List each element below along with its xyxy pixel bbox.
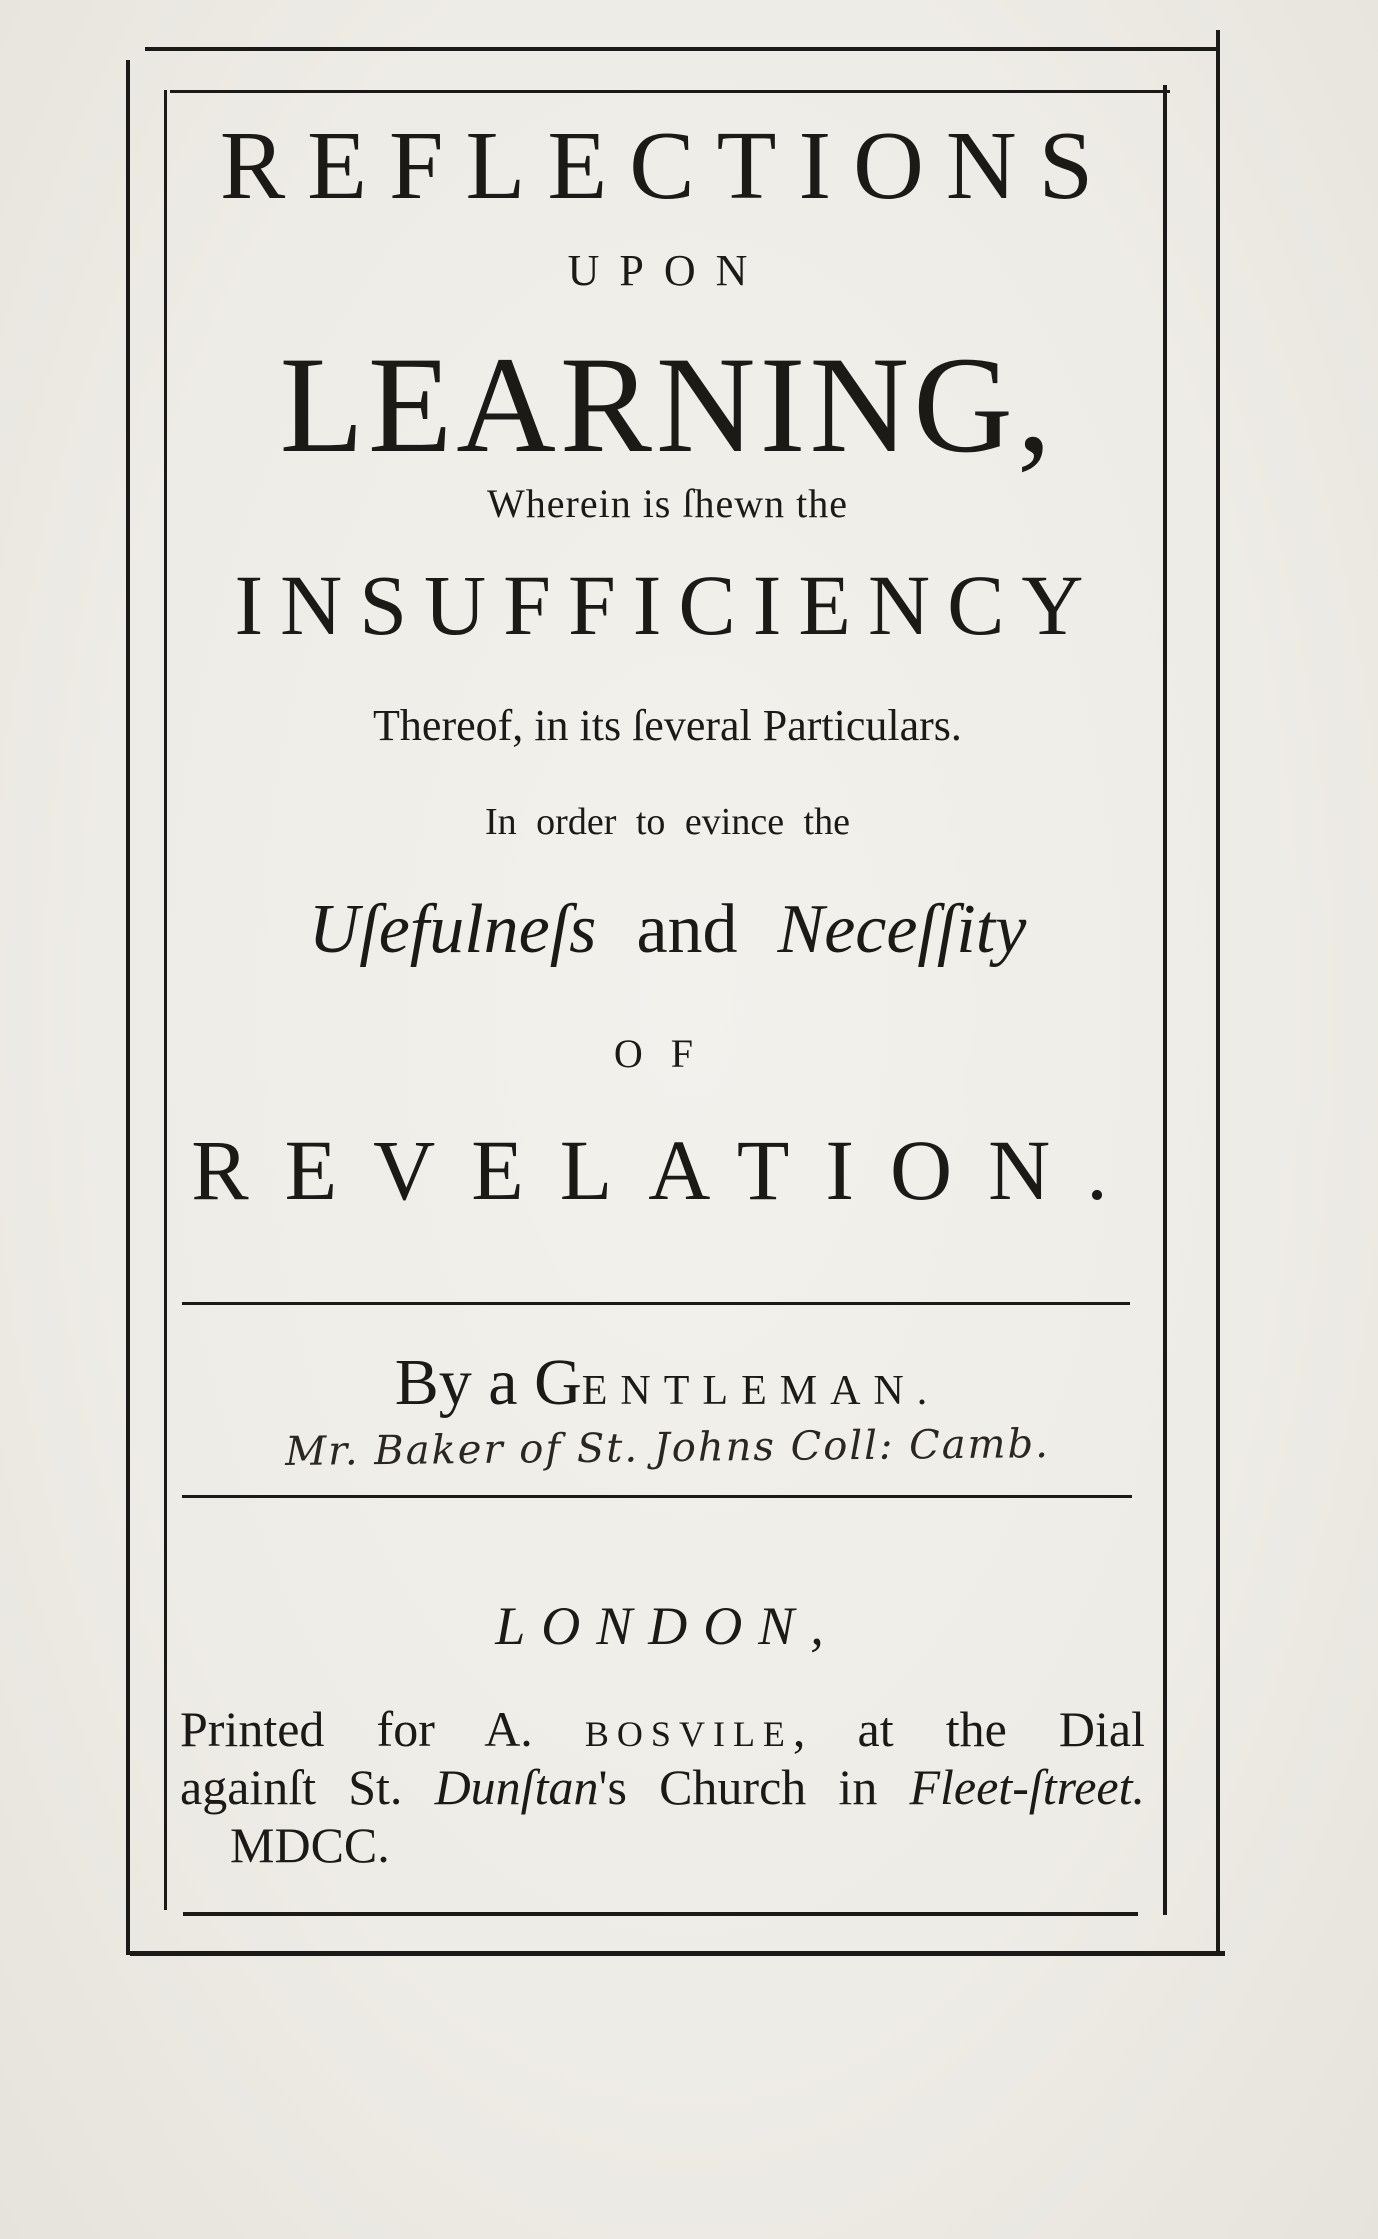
- inner-frame-left-rule: [164, 90, 167, 1910]
- word-necessity: Neceſſity: [777, 891, 1027, 968]
- subtitle-wherein: Wherein is ſhewn the: [487, 481, 848, 526]
- title-reflections: REFLECTIONS: [219, 112, 1116, 220]
- subtitle-thereof: Thereof, in its ſeveral Particulars.: [373, 701, 962, 750]
- subtitle-usefulness-necessity: [170, 890, 1165, 970]
- imprint-printed-at: , at the Dial: [792, 1701, 1145, 1757]
- author-initial: G: [534, 1346, 582, 1419]
- outer-frame-top-rule: [145, 47, 1220, 51]
- author-by: By a: [394, 1346, 518, 1419]
- author-line: [170, 1345, 1165, 1421]
- title-revelation: REVELATION.: [191, 1122, 1144, 1218]
- title-of: OF: [613, 1031, 722, 1076]
- subtitle-in-order: In order to evince the: [485, 801, 850, 843]
- inner-frame-bottom-rule: [183, 1912, 1138, 1916]
- imprint-printed-for: Printed for A.: [180, 1701, 533, 1757]
- imprint-church-rest: 's Church in: [598, 1759, 878, 1815]
- title-learning: LEARNING,: [279, 328, 1056, 481]
- word-usefulness: Uſefulneſs: [308, 891, 597, 968]
- inner-frame-top-rule: [170, 90, 1170, 93]
- author-name: ENTLEMAN.: [581, 1368, 941, 1414]
- title-upon: UPON: [567, 246, 768, 295]
- word-and: and: [636, 891, 738, 968]
- author-separator-bottom: [182, 1495, 1132, 1498]
- title-insufficiency: INSUFFICIENCY: [234, 557, 1101, 653]
- author-separator-top: [182, 1302, 1130, 1305]
- imprint-line-1: [180, 1700, 1145, 1763]
- handwritten-annotation: Mr. Baker of St. Johns Coll: Camb.: [284, 1420, 1051, 1476]
- imprint-street: Fleet-ſtreet.: [909, 1759, 1146, 1815]
- outer-frame-right-rule: [1216, 30, 1220, 1955]
- imprint-against: againſt St.: [180, 1759, 403, 1815]
- imprint-place: LONDON,: [495, 1596, 840, 1656]
- outer-frame-left-rule: [126, 60, 130, 1955]
- outer-frame-bottom-rule: [130, 1951, 1225, 1956]
- imprint-printer: BOSVILE: [584, 1714, 793, 1754]
- imprint-church-name: Dunſtan: [434, 1759, 599, 1815]
- imprint-line-2: [180, 1758, 1145, 1816]
- imprint-date: MDCC.: [230, 1817, 390, 1873]
